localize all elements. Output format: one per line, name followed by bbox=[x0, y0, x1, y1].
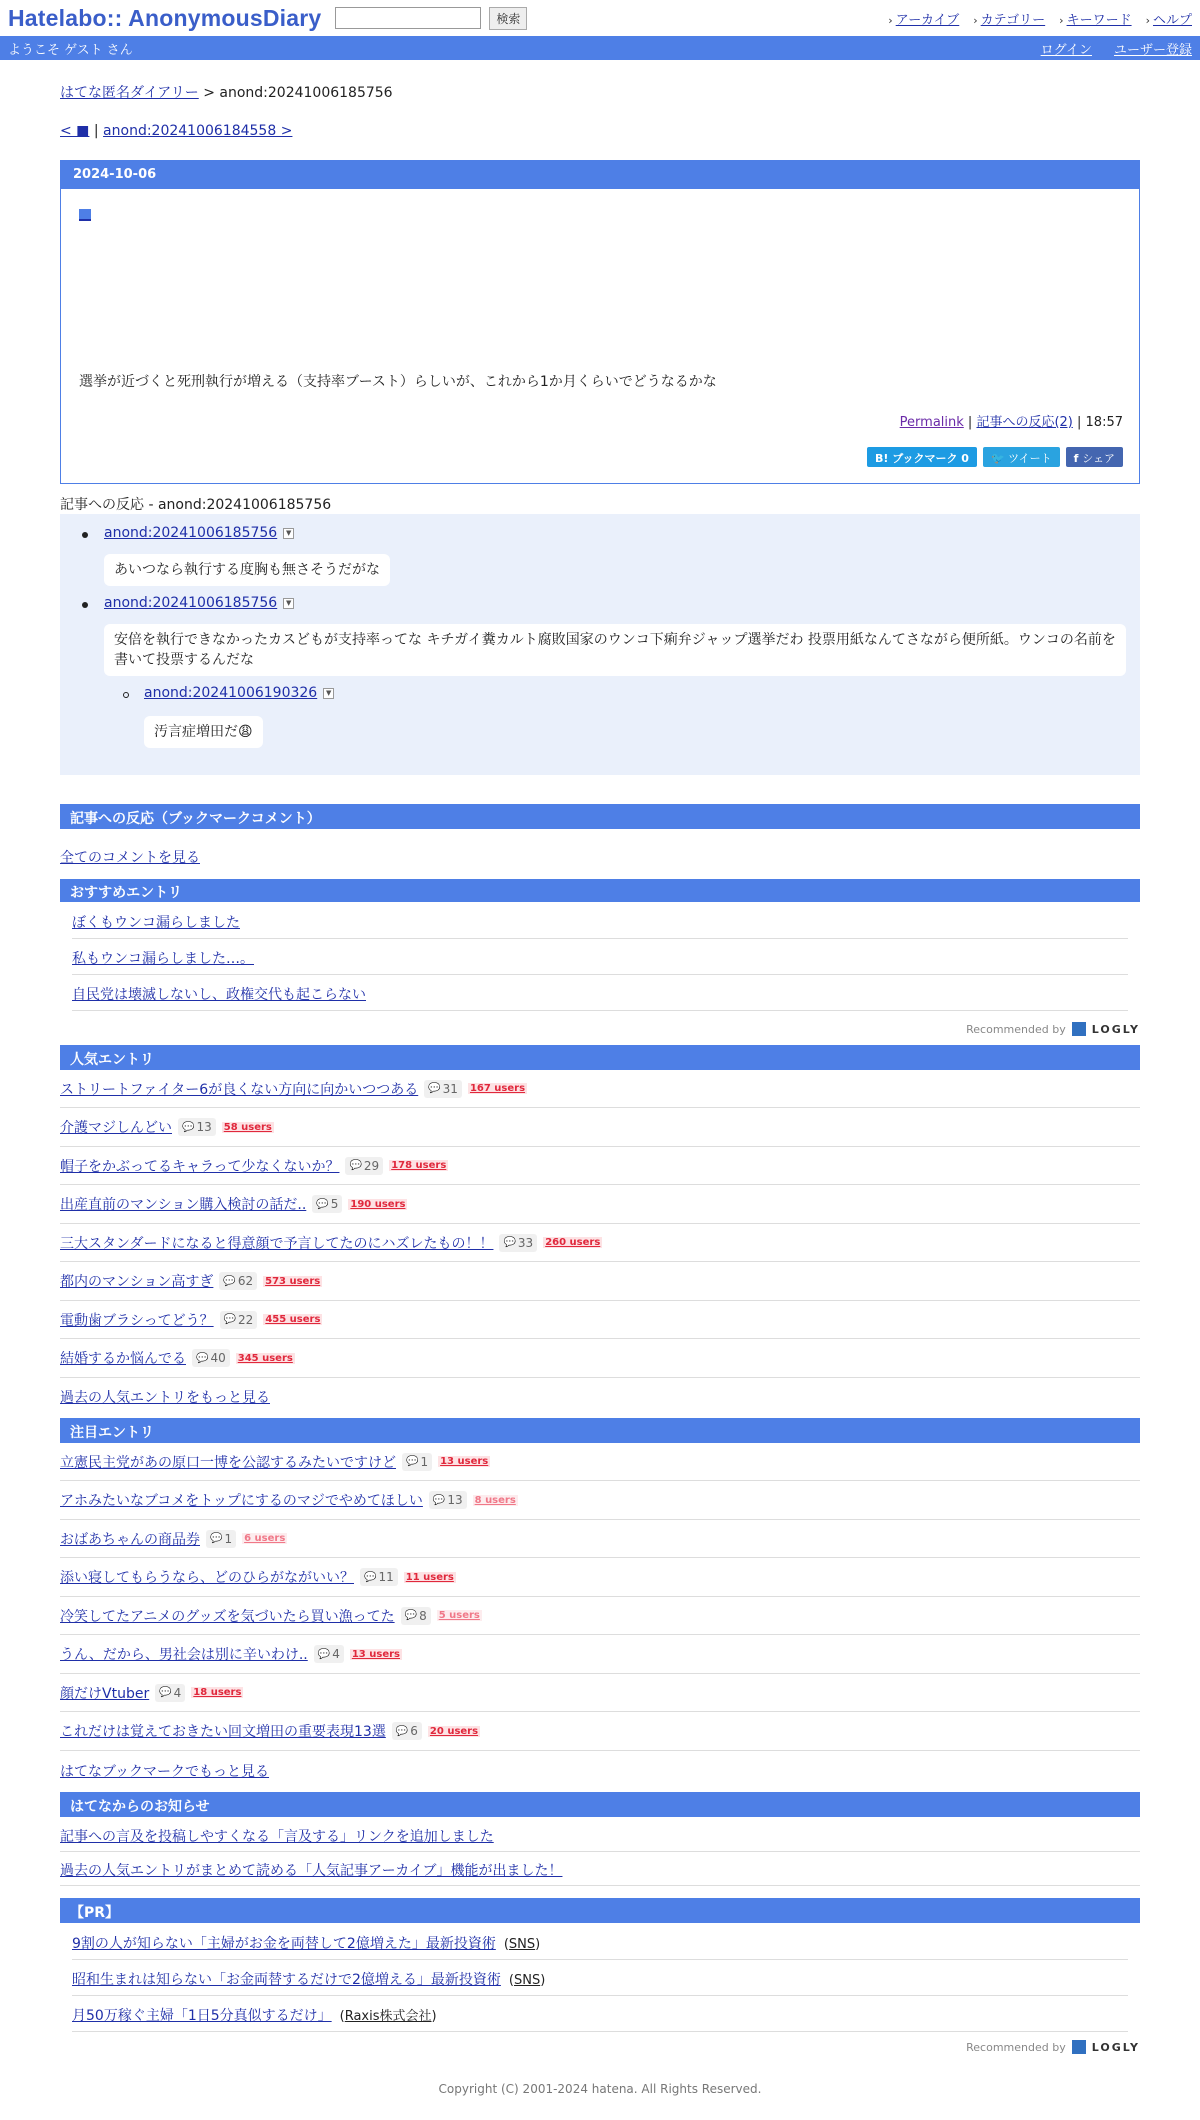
entry-title-link[interactable]: 立憲民主党があの原口一博を公認するみたいですけど bbox=[60, 1454, 396, 1471]
comment-count[interactable] bbox=[345, 1157, 383, 1175]
nav-category[interactable] bbox=[973, 9, 1045, 28]
pr-link[interactable]: 9割の人が知らない「主婦がお金を両替して2億増えた」最新投資術 bbox=[72, 1936, 496, 1952]
recommended-link[interactable]: 自民党は壊滅しないし、政権交代も起こらない bbox=[72, 987, 366, 1003]
comment-icon: 💬 bbox=[404, 1610, 418, 1621]
recommended-item bbox=[72, 903, 1128, 939]
comment-count[interactable] bbox=[206, 1530, 236, 1548]
nav-category-link[interactable]: カテゴリー bbox=[980, 12, 1046, 28]
pr-source-link[interactable]: Raxis株式会社 bbox=[344, 2009, 432, 2024]
nav-keyword[interactable] bbox=[1059, 9, 1131, 28]
reactions-title: 記事への反応 - anond:20241006185756 bbox=[60, 494, 1140, 517]
list-bullet-nested bbox=[123, 692, 129, 698]
reaction-text: 汚言症増田だ😩 bbox=[144, 716, 263, 748]
comment-icon: 💬 bbox=[428, 1083, 441, 1094]
entry-row bbox=[60, 1713, 1140, 1751]
pr-header: 【PR】 bbox=[60, 1898, 1140, 1923]
breadcrumb-current: anond:20241006185756 bbox=[219, 85, 393, 101]
comment-icon: 💬 bbox=[223, 1314, 237, 1325]
popular-header: 人気エントリ bbox=[60, 1045, 1140, 1070]
reaction-item-nested bbox=[144, 685, 334, 701]
entry-title-link[interactable]: ストリートファイター6が良くない方向に向かいつつある bbox=[60, 1081, 419, 1098]
permalink-link[interactable]: Permalink bbox=[899, 415, 964, 430]
comment-icon: 💬 bbox=[210, 1533, 223, 1544]
entry-title-link[interactable]: 都内のマンション高すぎ bbox=[60, 1274, 214, 1290]
entry-row bbox=[60, 1147, 1140, 1185]
reaction-link[interactable]: anond:20241006190326 bbox=[144, 685, 318, 701]
reactions-count-link[interactable]: 記事への反応(2) bbox=[976, 415, 1073, 430]
reaction-text: 安倍を執行できなかったカスどもが支持率ってな キチガイ糞カルト腐敗国家のウンコ下痢弁ジャップ選挙だわ 投票用紙なんてさながら便所紙。ウンコの名前を書いて投票するんだな bbox=[104, 624, 1126, 676]
reaction-link[interactable]: anond:20241006185756 bbox=[104, 525, 278, 541]
entry-time: 18:57 bbox=[1085, 415, 1123, 430]
comment-count[interactable] bbox=[192, 1349, 230, 1367]
user-bar bbox=[0, 36, 1200, 60]
comment-icon: 💬 bbox=[317, 1648, 331, 1660]
comment-count-value: 8 bbox=[419, 1608, 427, 1623]
news-item bbox=[60, 1852, 1140, 1886]
entry-title-link[interactable]: アホみたいなブコメをトップにするのマジでやめてほしい bbox=[60, 1493, 423, 1509]
pr-item: 9割の人が知らない「主婦がお金を両替して2億増えた」最新投資術 (SNS) bbox=[72, 1924, 1128, 1960]
twitter-icon: 🐦 bbox=[990, 452, 1009, 465]
breadcrumb bbox=[60, 82, 393, 102]
users-badge[interactable]: 13 users bbox=[440, 1456, 489, 1467]
users-badge[interactable]: 178 users bbox=[391, 1160, 447, 1171]
pr-link[interactable]: 月50万稼ぐ主婦「1日5分真似するだけ」 bbox=[72, 2008, 332, 2024]
entry-row bbox=[60, 1224, 1140, 1262]
comment-count[interactable] bbox=[360, 1568, 398, 1586]
comment-icon: 💬 bbox=[223, 1275, 236, 1287]
chevron-right-icon: › bbox=[973, 13, 978, 27]
users-badge[interactable]: 13 users bbox=[351, 1648, 400, 1660]
comment-count-value: 13 bbox=[196, 1120, 212, 1134]
users-badge[interactable]: 11 users bbox=[405, 1571, 454, 1583]
users-badge[interactable]: 8 users bbox=[474, 1494, 516, 1506]
comment-count-value: 6 bbox=[410, 1724, 418, 1738]
users-badge[interactable]: 345 users bbox=[237, 1352, 293, 1364]
entry-title-link[interactable]: 帽子をかぶってるキャラって少なくないか？ bbox=[60, 1158, 340, 1175]
users-badge[interactable]: 455 users bbox=[265, 1314, 321, 1325]
entry-row bbox=[60, 1301, 1140, 1339]
entry-row bbox=[60, 1263, 1140, 1301]
hatena-bookmark-button[interactable]: B! ブックマーク 0 bbox=[867, 447, 977, 467]
login-link[interactable]: ログイン bbox=[1040, 42, 1092, 58]
entry-title-square bbox=[79, 209, 91, 221]
recommended-header: おすすめエントリ bbox=[60, 879, 1140, 902]
logly-logo-icon bbox=[1072, 2040, 1086, 2054]
entry-title-link[interactable]: 出産直前のマンション購入検討の話だ.. bbox=[60, 1197, 307, 1213]
dropdown-icon[interactable]: ▼ bbox=[283, 598, 294, 609]
news-link[interactable]: 記事への言及を投稿しやすくなる「言及する」リンクを追加しました bbox=[60, 1829, 494, 1845]
credit-label: Recommended by bbox=[966, 2040, 1066, 2054]
news-item bbox=[60, 1818, 1140, 1852]
comment-count[interactable] bbox=[429, 1491, 467, 1509]
dropdown-icon[interactable]: ▼ bbox=[283, 528, 294, 539]
comment-count[interactable] bbox=[312, 1195, 342, 1213]
users-badge[interactable]: 58 users bbox=[223, 1121, 272, 1133]
see-all-comments-link[interactable]: 全てのコメントを見る bbox=[60, 850, 200, 866]
entry-row bbox=[60, 1520, 1140, 1558]
entry-body: 選挙が近づくと死刑執行が増える（支持率ブースト）らしいが、これから1か月くらいでどうなるかな bbox=[79, 374, 717, 390]
nav-archive-link[interactable]: アーカイブ bbox=[895, 12, 960, 28]
prev-entry-link[interactable]: < ■ bbox=[60, 123, 90, 139]
comment-count-value: 1 bbox=[224, 1531, 233, 1546]
news-header: はてなからのお知らせ bbox=[60, 1792, 1140, 1817]
users-badge[interactable]: 573 users bbox=[265, 1275, 321, 1287]
pr-link[interactable]: 昭和生まれは知らない「お金両替するだけで2億増える」最新投資術 bbox=[72, 1972, 501, 1988]
comment-count-value: 11 bbox=[378, 1570, 394, 1584]
entry-title-link[interactable]: 三大スタンダードになると得意顔で予言してたのにハズレたもの！！ bbox=[60, 1235, 494, 1252]
news-link[interactable]: 過去の人気エントリがまとめて読める「人気記事アーカイブ」機能が出ました！ bbox=[60, 1863, 563, 1879]
logly-brand: LOGLY bbox=[1091, 2040, 1140, 2054]
dropdown-icon[interactable]: ▼ bbox=[323, 688, 334, 699]
entry-meta: Permalink | 記事への反応(2) | 18:57 bbox=[899, 415, 1123, 430]
comment-icon: 💬 bbox=[196, 1352, 209, 1364]
recommended-link[interactable]: 私もウンコ漏らしました…。 bbox=[72, 951, 254, 967]
entry-title-link[interactable]: 介護マジしんどい bbox=[60, 1120, 172, 1136]
chevron-right-icon: › bbox=[1145, 13, 1150, 27]
welcome-text: ようこそ ゲスト さん bbox=[8, 42, 133, 58]
reaction-item bbox=[104, 595, 294, 611]
users-badge[interactable]: 167 users bbox=[469, 1083, 526, 1094]
users-badge[interactable]: 190 users bbox=[350, 1198, 406, 1210]
share-label: シェア bbox=[1082, 452, 1115, 465]
share-buttons bbox=[867, 447, 1123, 467]
entry-title-link[interactable]: 添い寝してもらうなら、どのひらがながいい？ bbox=[60, 1570, 354, 1586]
next-entry-link[interactable]: anond:20241006184558 > bbox=[103, 123, 293, 139]
diary-entry bbox=[60, 160, 1140, 484]
entry-row bbox=[60, 1186, 1140, 1224]
recommended-item bbox=[72, 975, 1128, 1011]
pr-item: 月50万稼ぐ主婦「1日5分真似するだけ」 (Raxis株式会社) bbox=[72, 1996, 1128, 2032]
facebook-share-button[interactable] bbox=[1066, 447, 1123, 467]
comment-count-value: 62 bbox=[237, 1274, 254, 1288]
comment-count-value: 4 bbox=[332, 1647, 340, 1661]
hot-header: 注目エントリ bbox=[60, 1418, 1140, 1443]
pr-source-link[interactable]: SNS bbox=[508, 1937, 536, 1952]
entry-row bbox=[60, 1443, 1140, 1481]
entry-title-link[interactable]: これだけは覚えておきたい回文増田の重要表現13選 bbox=[60, 1724, 386, 1740]
comment-count-value: 29 bbox=[363, 1158, 380, 1173]
chevron-right-icon: › bbox=[888, 13, 893, 27]
users-badge[interactable]: 20 users bbox=[429, 1725, 479, 1737]
site-logo[interactable]: Hatelabo:: AnonymousDiary bbox=[8, 4, 322, 31]
top-nav bbox=[888, 9, 1192, 28]
comment-icon: 💬 bbox=[503, 1237, 516, 1248]
comment-count-value: 4 bbox=[173, 1685, 182, 1700]
nav-help[interactable] bbox=[1146, 9, 1192, 28]
bookmark-comments-header: 記事への反応（ブックマークコメント） bbox=[60, 804, 1140, 829]
users-badge[interactable]: 5 users bbox=[438, 1610, 480, 1621]
tweet-label: ツイート bbox=[1008, 452, 1052, 465]
entry-title-link[interactable]: 結婚するか悩んでる bbox=[60, 1351, 186, 1367]
footer-copyright: Copyright (C) 2001-2024 hatena. All Rights Reserved. bbox=[438, 2082, 762, 2096]
reaction-item bbox=[104, 525, 294, 541]
entry-row bbox=[60, 1597, 1140, 1635]
comment-count-value: 1 bbox=[420, 1454, 429, 1469]
comment-count[interactable] bbox=[424, 1080, 462, 1098]
entry-row bbox=[60, 1109, 1140, 1147]
recommended-item bbox=[72, 939, 1128, 975]
users-badge[interactable]: 260 users bbox=[545, 1237, 601, 1248]
comment-icon: 💬 bbox=[316, 1198, 329, 1210]
reactions-list bbox=[60, 514, 1140, 775]
recommended-link[interactable]: ぼくもウンコ漏らしました bbox=[72, 915, 240, 931]
entry-row bbox=[60, 1559, 1140, 1597]
list-bullet bbox=[82, 602, 88, 608]
comment-count-value: 31 bbox=[442, 1081, 458, 1096]
comment-count[interactable] bbox=[219, 1272, 257, 1290]
list-bullet bbox=[82, 532, 88, 538]
entry-row bbox=[60, 1070, 1140, 1108]
users-badge[interactable]: 18 users bbox=[193, 1687, 242, 1698]
tweet-button[interactable] bbox=[983, 447, 1060, 467]
comment-count-value: 5 bbox=[330, 1197, 339, 1211]
entry-row bbox=[60, 1482, 1140, 1520]
comment-icon: 💬 bbox=[364, 1571, 377, 1583]
entry-title-link[interactable]: 顔だけVtuber bbox=[60, 1685, 150, 1702]
comment-icon: 💬 bbox=[432, 1494, 446, 1506]
comment-icon: 💬 bbox=[406, 1456, 419, 1467]
comment-count[interactable] bbox=[155, 1684, 185, 1702]
nav-help-link[interactable]: ヘルプ bbox=[1152, 12, 1192, 28]
comment-count-value: 22 bbox=[238, 1312, 254, 1327]
pr-source-link[interactable]: SNS bbox=[513, 1973, 541, 1988]
facebook-icon: f bbox=[1073, 452, 1083, 465]
logly-brand: LOGLY bbox=[1091, 1022, 1140, 1036]
hot-more-link[interactable]: はてなブックマークでもっと見る bbox=[60, 1764, 270, 1780]
comment-count-value: 13 bbox=[447, 1493, 463, 1507]
entry-row bbox=[60, 1636, 1140, 1674]
comment-count[interactable] bbox=[392, 1722, 422, 1740]
logly-credit[interactable] bbox=[966, 2040, 1140, 2054]
breadcrumb-home[interactable]: はてな匿名ダイアリー bbox=[60, 85, 199, 101]
reaction-link[interactable]: anond:20241006185756 bbox=[104, 595, 278, 611]
users-badge[interactable]: 6 users bbox=[244, 1533, 286, 1544]
comment-count[interactable] bbox=[402, 1453, 432, 1471]
comment-icon: 💬 bbox=[395, 1725, 409, 1737]
logly-logo-icon bbox=[1072, 1022, 1086, 1036]
pager-separator: | bbox=[93, 123, 99, 139]
entry-date: 2024-10-06 bbox=[61, 161, 1139, 189]
site-header bbox=[0, 0, 1200, 36]
comment-count[interactable] bbox=[314, 1645, 344, 1663]
comment-icon: 💬 bbox=[159, 1687, 172, 1698]
chevron-right-icon: › bbox=[1059, 13, 1064, 27]
comment-count-value: 40 bbox=[210, 1351, 226, 1365]
comment-count[interactable] bbox=[178, 1118, 216, 1136]
entry-title-link[interactable]: 冷笑してたアニメのグッズを気づいたら買い漁ってた bbox=[60, 1608, 395, 1625]
pr-item: 昭和生まれは知らない「お金両替するだけで2億増える」最新投資術 (SNS) bbox=[72, 1960, 1128, 1996]
search-button[interactable]: 検索 bbox=[489, 7, 527, 30]
breadcrumb-separator: > bbox=[203, 85, 215, 101]
popular-more-link[interactable]: 過去の人気エントリをもっと見る bbox=[60, 1390, 270, 1406]
nav-keyword-link[interactable]: キーワード bbox=[1066, 12, 1132, 28]
comment-icon: 💬 bbox=[182, 1121, 195, 1133]
entry-row bbox=[60, 1674, 1140, 1712]
search-input[interactable] bbox=[335, 7, 481, 29]
entry-title-link[interactable]: うん、だから、男社会は別に辛いわけ.. bbox=[60, 1647, 308, 1663]
comment-count[interactable] bbox=[220, 1311, 258, 1329]
comment-count[interactable] bbox=[401, 1607, 431, 1625]
credit-label: Recommended by bbox=[966, 1022, 1066, 1036]
comment-count-value: 33 bbox=[517, 1235, 534, 1250]
register-link[interactable]: ユーザー登録 bbox=[1113, 42, 1192, 58]
reaction-text: あいつなら執行する度胸も無さそうだがな bbox=[104, 554, 390, 586]
entry-row bbox=[60, 1340, 1140, 1378]
entry-title-link[interactable]: 電動歯ブラシってどう？ bbox=[60, 1312, 214, 1329]
comment-count[interactable] bbox=[499, 1234, 537, 1252]
entry-pager bbox=[60, 123, 292, 139]
nav-archive[interactable] bbox=[888, 9, 959, 28]
logly-credit[interactable] bbox=[966, 1022, 1140, 1036]
entry-title-link[interactable] bbox=[79, 209, 93, 223]
entry-title-link[interactable]: おばあちゃんの商品券 bbox=[60, 1531, 200, 1548]
comment-icon: 💬 bbox=[349, 1160, 362, 1171]
